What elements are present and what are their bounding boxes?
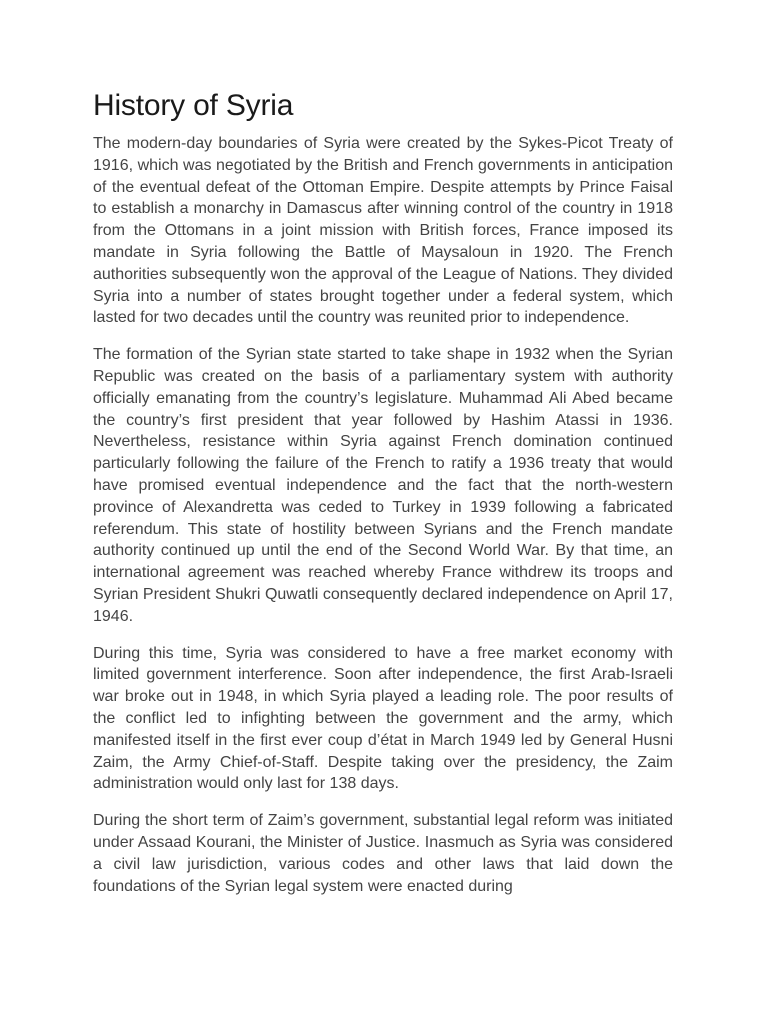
page-title: History of Syria — [93, 89, 294, 122]
paragraph-2: The formation of the Syrian state started to take shape in 1932 when the Syrian Republic was created on the basis of a parliamentary system with authority officially emanating from the country’s legislature. Muhammad Ali Abed became the country’s first president that year followed by Hashim Atassi in 1936. Nevertheless, resistance within Syria against French domination continued particularly following the failure of the French to ratify a 1936 treaty that would have promised eventual independence and the fact that the north-western province of Alexandretta was ceded to Turkey in 1939 following a fabricated referendum. This state of hostility between Syrians and the French mandate authority continued up until the end of the Second World War. By that time, an international agreement was reached whereby France withdrew its troops and Syrian President Shukri Quwatli consequently declared independence on April 17, 1946. — [93, 346, 673, 625]
paragraph-3: During this time, Syria was considered to have a free market economy with limited government interference. Soon after independence, the first Arab-Israeli war broke out in 1948, in which Syria played a leading role. The poor results of the conflict led to infighting between the government and the army, which manifested itself in the first ever coup d’état in March 1949 led by General Husni Zaim, the Army Chief-of-Staff. Despite taking over the presidency, the Zaim administration would only last for 138 days. — [93, 644, 673, 793]
paragraph-4: During the short term of Zaim’s government, substantial legal reform was initiated under Assaad Kourani, the Minister of Justice. Inasmuch as Syria was considered a civil law jurisdiction, various codes and other laws that laid down the foundations of the Syrian legal system were enacted during — [93, 812, 673, 895]
document-page — [93, 88, 673, 912]
paragraph-1: The modern-day boundaries of Syria were created by the Sykes-Picot Treaty of 1916, which was negotiated by the British and French governments in anticipation of the eventual defeat of the Ottoman Empire. Despite attempts by Prince Faisal to establish a monarchy in Damascus after winning control of the country in 1918 from the Ottomans in a joint mission with British forces, France imposed its mandate in Syria following the Battle of Maysaloun in 1920. The French authorities subsequently won the approval of the League of Nations. They divided Syria into a number of states brought together under a federal system, which lasted for two decades until the country was reunited prior to independence. — [93, 135, 673, 327]
